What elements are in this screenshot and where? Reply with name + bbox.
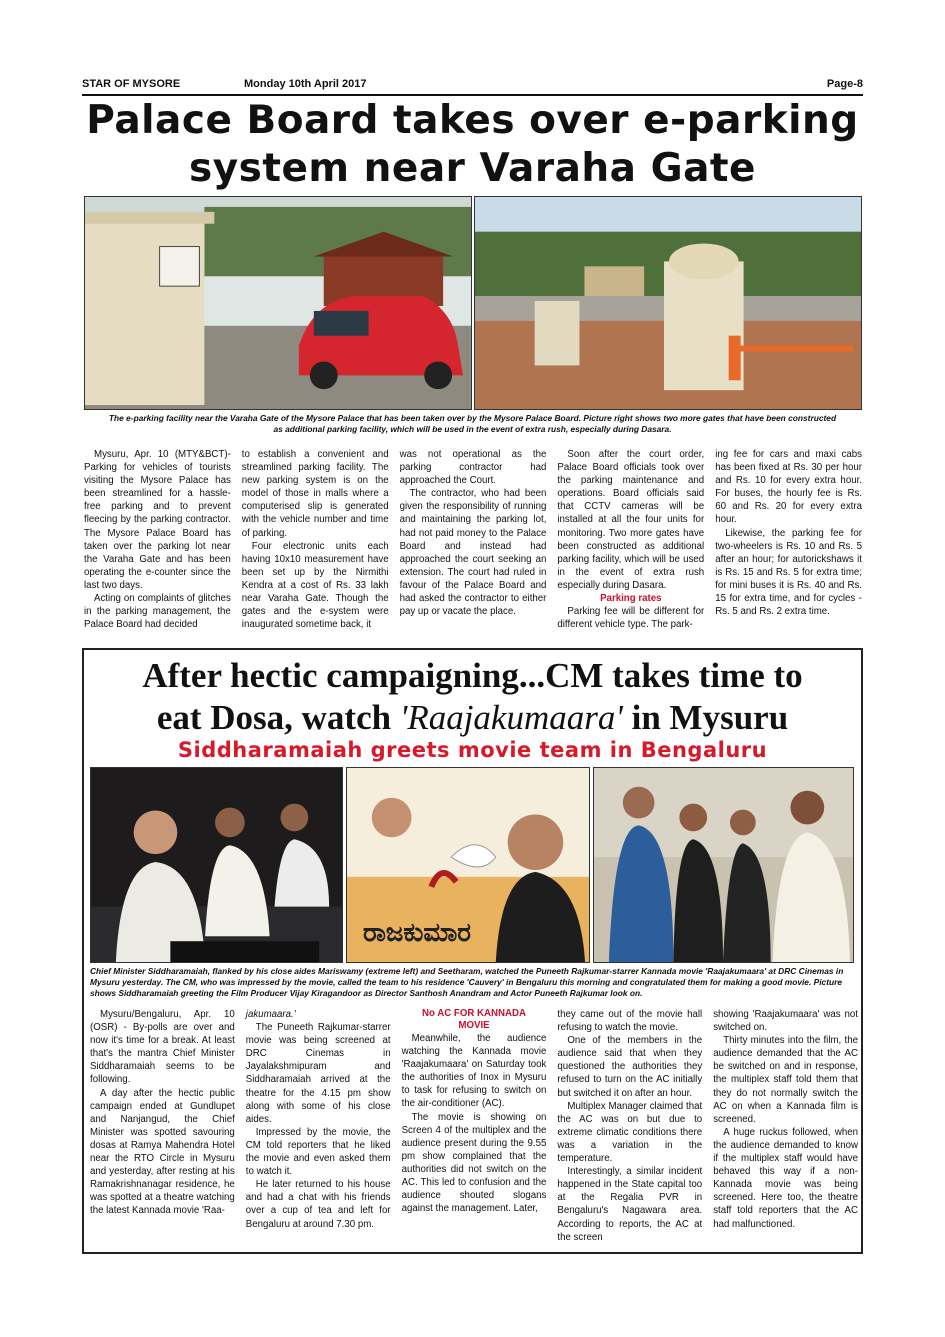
story1-photo-right <box>474 196 862 410</box>
paragraph: Acting on complaints of glitches in the parking management, the Palace Board had decided <box>84 593 231 631</box>
story2-column-5 <box>713 1008 858 1244</box>
story1-headline <box>82 97 863 193</box>
paragraph: Multiplex Manager claimed that the AC was on but due to extreme climatic conditions there was a variation in the temperature. <box>557 1100 703 1165</box>
story1-body <box>84 448 862 631</box>
publication-name: STAR OF MYSORE <box>82 78 181 90</box>
paragraph: Likewise, the parking fee for two-wheelers is Rs. 10 and Rs. 5 after an hour; for autorickshaws it is Rs. 15 and Rs. 5 for extra time; for mini buses it is Rs. 40 and Rs. 15 for extra time, and for cycles - Rs. 5 and Rs. 2 extra time. <box>715 527 862 618</box>
parking-booth-image <box>85 197 471 409</box>
greeting-image <box>594 768 853 962</box>
story1-photo-left <box>84 196 472 410</box>
paragraph: jakumaara.' <box>245 1009 296 1020</box>
story1-column-1 <box>84 448 231 631</box>
story2-column-4 <box>557 1008 702 1244</box>
story2-column-2 <box>246 1008 391 1244</box>
story1-headline-line2: system near Varaha Gate <box>188 146 756 191</box>
movie-title: 'Raajakumaara' <box>399 698 623 737</box>
story2-body <box>90 1008 858 1244</box>
paragraph: Thirty minutes into the film, the audience demanded that the AC be switched on and in response, the multiplex staff told them that they do not normally switch the AC on when a Kannada film is screened. <box>713 1035 858 1125</box>
poster-title: ರಾಜಕುಮಾರ <box>363 918 472 948</box>
paragraph: Soon after the court order, Palace Board officials took over the parking maintenance and operations. Board officials said that CCTV cameras will be installed at all the four units for monitoring. Two more gates have been constructed as additional parking facility, which will be used in the event of extra rush especially during Dasara. <box>557 449 705 591</box>
story1-caption <box>82 413 863 435</box>
story2-photo-greeting <box>593 767 854 963</box>
paragraph: Parking fee will be different for different vehicle type. The park- <box>557 606 705 631</box>
paragraph: A day after the hectic public campaign ended at Gundlupet and Nanjangud, the Chief Minister was spotted savouring dosas at Ramya Mahendra Hotel near the RTO Circle in Mysuru and yesterday, after resting at his Ramakrishnanagar residence, he was spotted at a theatre watching the latest Kannada movie 'Raa- <box>90 1087 235 1217</box>
story2-headline-line2 <box>82 697 863 739</box>
masthead <box>82 77 863 93</box>
story1-caption-line1: The e-parking facility near the Varaha Gate of the Mysore Palace that has been taken over by the Mysore Palace Board. Picture right shows two more gates that have been constructed <box>108 413 837 423</box>
paragraph: Impressed by the movie, the CM told reporters that he liked the movie and even asked them to watch it. <box>245 1126 391 1178</box>
paragraph: Mysuru, Apr. 10 (MTY&BCT)- Parking for vehicles of tourists visiting the Mysore Palace has been streamlined for a hassle-free parking and to prevent fleecing by the parking contractor. The Mysore Palace Board has taken over the parking lot near the Varaha Gate and has been operating the e-counter since the last two days. <box>84 449 231 591</box>
no-ac-subhead: MOVIE <box>458 1020 490 1031</box>
story2-subhead: Siddharamaiah greets movie team in Bengaluru <box>177 738 768 762</box>
paragraph: they came out of the movie hall refusing to watch the movie. <box>557 1009 703 1034</box>
story2-photo-poster <box>346 767 590 963</box>
paragraph: The Puneeth Rajkumar-starrer movie was being screened at DRC Cinemas in Jayalakshmipuram and Siddharamaiah arrived at the theatre for the 4.15 pm show along with some of his close aides. <box>245 1022 391 1125</box>
story1-column-5 <box>715 448 862 631</box>
paragraph: The contractor, who had been given the responsibility of running and maintaining the parking lot, had not paid money to the Palace Board and instead had approached the court seeking an extension. The court had ruled in favour of the Palace Board and had asked the contractor to either pay up or vacate the place. <box>399 488 547 618</box>
paragraph: He later returned to his house and had a chat with his friends over a cup of tea and left for Bengaluru at around 7.30 pm. <box>245 1179 391 1230</box>
paragraph: A huge ruckus followed, when the audience demanded to know if the multiplex staff would have behaved this way if a non-Kannada movie was being screened. Here too, the theatre staff told reporters that the AC had malfunctioned. <box>713 1126 858 1230</box>
story2-column-3 <box>402 1008 547 1244</box>
headline-text: eat Dosa, watch <box>156 698 400 737</box>
page-number: Page-8 <box>826 78 863 90</box>
story1-column-3 <box>400 448 547 631</box>
story1-column-2 <box>242 448 389 631</box>
story2-photo-theatre <box>90 767 343 963</box>
story1-headline-line1: Palace Board takes over e-parking <box>86 98 859 143</box>
paragraph: ing fee for cars and maxi cabs has been fixed at Rs. 30 per hour and Rs. 10 for every extra hour. For buses, the hourly fee is Rs. 60 and Rs. 20 for every extra hour. <box>715 449 862 526</box>
masthead-rule <box>82 94 863 96</box>
paragraph: The movie is showing on Screen 4 of the multiplex and the audience present during the 9.55 pm show complained that the authorities did not switch on the AC. This led to confusion and the audience shouted slogans against the management. Later, <box>401 1111 547 1215</box>
paragraph: to establish a convenient and streamlined parking facility. The new parking system is on the model of those in malls where a computerised slip is generated with the vehicle number and time of parking. <box>241 449 389 539</box>
story2-column-1 <box>90 1008 235 1244</box>
no-ac-subhead: No AC FOR KANNADA <box>421 1008 527 1019</box>
story2-headline-line1: After hectic campaigning...CM takes time to <box>142 656 803 695</box>
issue-date: Monday 10th April 2017 <box>244 78 367 90</box>
parking-rates-subhead: Parking rates <box>600 593 662 605</box>
story2-caption: Chief Minister Siddharamaiah, flanked by his close aides Mariswamy (extreme left) and Seetharam, watched the Puneeth Rajkumar-starrer Kannada movie 'Raajakumaara' at DRC Cinemas in Mysuru yesterday. The CM, who was impressed by the movie, called the team to his residence 'Cauvery' in Bengaluru this morning and congratulated them for making a good movie. Picture shows Siddharamaiah greeting the Film Producer Vijay Kiragandoor as Director Santhosh Anandram and Actor Puneeth Rajkumar look on. <box>90 966 844 998</box>
story2-headline <box>82 655 863 739</box>
paragraph: showing 'Raajakumaara' was not switched on. <box>713 1009 858 1034</box>
story1-caption-line2: as additional parking facility, which will be used in the event of extra rush, especially during Dasara. <box>273 424 672 434</box>
parking-gate-image <box>475 197 861 409</box>
paragraph: was not operational as the parking contractor had approached the Court. <box>399 449 547 487</box>
headline-text: in Mysuru <box>622 698 789 737</box>
paragraph: One of the members in the audience said that when they questioned the authorities they refused to turn on the AC initially but switched it on after an hour. <box>557 1035 703 1099</box>
paragraph: Four electronic units each having 10x10 measurement have been set up by the Nirmithi Kendra at a cost of Rs. 33 lakh near Varaha Gate. Though the gates and the e-system were inaugurated sometime back, it <box>241 540 389 631</box>
paragraph: Meanwhile, the audience watching the Kannada movie 'Raajakumaara' on Saturday took the authorities of Inox in Mysuru to task for refusing to switch on the air-conditioner (AC). <box>401 1033 547 1110</box>
paragraph: Mysuru/Bengaluru, Apr. 10 (OSR) - By-polls are over and now it's time for a break. At least that's the mantra Chief Minister Siddharamaiah seems to be following. <box>90 1009 235 1086</box>
paragraph: Interestingly, a similar incident happened in the State capital too at the Regalia PVR in Bengaluru's Nagawara area. According to reports, the AC at the screen <box>557 1166 703 1243</box>
theatre-image <box>91 768 342 962</box>
story1-column-4 <box>557 448 704 631</box>
